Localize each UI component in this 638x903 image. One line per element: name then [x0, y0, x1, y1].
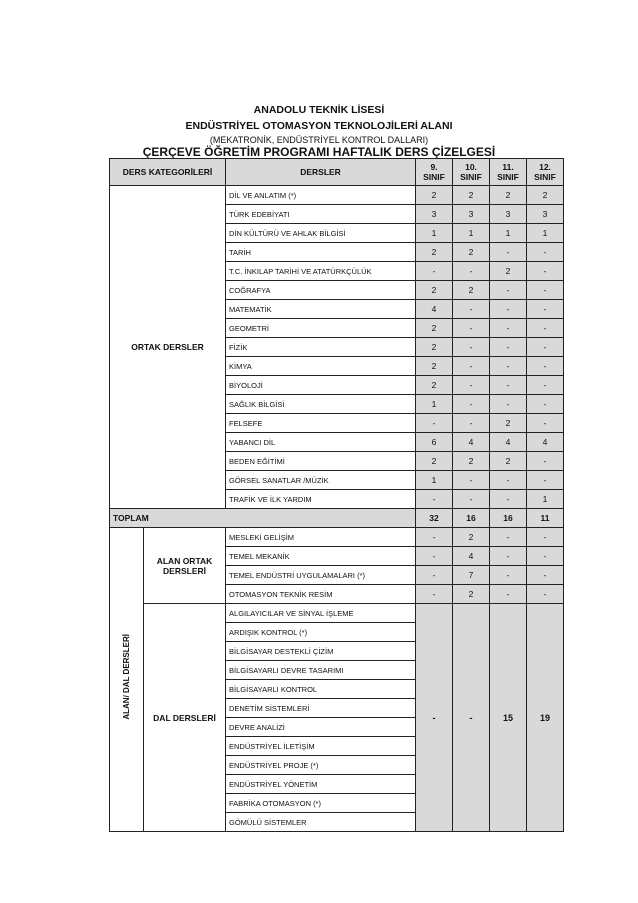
alan-dal-group-cell — [110, 528, 144, 832]
hours-grade-9: - — [416, 566, 453, 585]
grade-11-number: 11. — [502, 162, 514, 172]
hours-grade-11: 2 — [490, 186, 527, 205]
grade-9-header — [416, 159, 453, 186]
hours-grade-12: 1 — [527, 490, 564, 509]
total-row — [110, 509, 564, 528]
course-name: FİZİK — [226, 338, 416, 357]
table-row — [110, 604, 564, 623]
hours-grade-12: - — [527, 338, 564, 357]
hours-grade-12: 3 — [527, 205, 564, 224]
hours-grade-9: 6 — [416, 433, 453, 452]
category-alan-ortak — [144, 528, 226, 604]
course-name: FELSEFE — [226, 414, 416, 433]
course-name: SAĞLIK BİLGİSİ — [226, 395, 416, 414]
dal-hours-grade-9: - — [416, 604, 453, 832]
hours-grade-11: 2 — [490, 262, 527, 281]
dal-hours-grade-11: 15 — [490, 604, 527, 832]
hours-grade-11: 2 — [490, 414, 527, 433]
alan-ortak-label-line2: DERSLERİ — [163, 565, 206, 576]
course-name: BİLGİSAYARLI DEVRE TASARIMI — [226, 661, 416, 680]
hours-grade-9: - — [416, 262, 453, 281]
course-name: ARDIŞIK KONTROL (*) — [226, 623, 416, 642]
hours-grade-9: 2 — [416, 338, 453, 357]
hours-grade-9: 2 — [416, 376, 453, 395]
hours-grade-12: - — [527, 566, 564, 585]
hours-grade-11: - — [490, 566, 527, 585]
hours-grade-11: - — [490, 471, 527, 490]
courses-header: DERSLER — [226, 159, 416, 186]
hours-grade-11: 2 — [490, 452, 527, 471]
hours-grade-11: - — [490, 357, 527, 376]
course-name: GÖRSEL SANATLAR /MÜZİK — [226, 471, 416, 490]
hours-grade-11: - — [490, 243, 527, 262]
total-grade-12: 11 — [527, 509, 564, 528]
course-name: BİYOLOJİ — [226, 376, 416, 395]
course-name: DİN KÜLTÜRÜ VE AHLAK BİLGİSİ — [226, 224, 416, 243]
hours-grade-12: - — [527, 547, 564, 566]
hours-grade-9: - — [416, 528, 453, 547]
grade-11-label: SINIF — [497, 172, 519, 182]
alan-ortak-label-line1: ALAN ORTAK — [156, 555, 213, 566]
category-ortak-dersler: ORTAK DERSLER — [110, 186, 226, 509]
dal-hours-grade-10: - — [453, 604, 490, 832]
course-name: KİMYA — [226, 357, 416, 376]
program-title: ÇERÇEVE ÖĞRETİM PROGRAMI HAFTALIK DERS ÇİZELGESİ — [142, 145, 496, 159]
hours-grade-9: - — [416, 547, 453, 566]
course-name: FABRİKA OTOMASYON (*) — [226, 794, 416, 813]
grade-12-number: 12. — [539, 162, 551, 172]
branches-subtitle: (MEKATRONİK, ENDÜSTRİYEL KONTROL DALLARI) — [209, 135, 429, 145]
hours-grade-9: 3 — [416, 205, 453, 224]
hours-grade-12: - — [527, 281, 564, 300]
hours-grade-12: - — [527, 585, 564, 604]
course-name: ALGILAYICILAR VE SİNYAL İŞLEME — [226, 604, 416, 623]
total-grade-10: 16 — [453, 509, 490, 528]
hours-grade-9: 4 — [416, 300, 453, 319]
hours-grade-11: - — [490, 338, 527, 357]
course-name: MESLEKİ GELİŞİM — [226, 528, 416, 547]
grade-11-header — [490, 159, 527, 186]
course-name: OTOMASYON TEKNİK RESİM — [226, 585, 416, 604]
grade-10-number: 10. — [465, 162, 477, 172]
hours-grade-10: - — [453, 471, 490, 490]
course-name: MATEMATİK — [226, 300, 416, 319]
hours-grade-10: 1 — [453, 224, 490, 243]
hours-grade-10: 2 — [453, 281, 490, 300]
course-name: BEDEN EĞİTİMİ — [226, 452, 416, 471]
course-name: T.C. İNKILAP TARİHİ VE ATATÜRKÇÜLÜK — [226, 262, 416, 281]
category-header: DERS KATEGORİLERİ — [110, 159, 226, 186]
hours-grade-11: - — [490, 376, 527, 395]
hours-grade-11: - — [490, 528, 527, 547]
grade-9-label: SINIF — [423, 172, 445, 182]
course-name: ENDÜSTRİYEL YÖNETİM — [226, 775, 416, 794]
course-name: GEOMETRİ — [226, 319, 416, 338]
hours-grade-11: - — [490, 281, 527, 300]
total-label: TOPLAM — [110, 509, 416, 528]
hours-grade-10: 4 — [453, 433, 490, 452]
total-grade-9: 32 — [416, 509, 453, 528]
course-name: ENDÜSTRİYEL PROJE (*) — [226, 756, 416, 775]
grade-10-header — [453, 159, 490, 186]
hours-grade-11: 1 — [490, 224, 527, 243]
hours-grade-9: 2 — [416, 186, 453, 205]
hours-grade-12: - — [527, 528, 564, 547]
school-title: ANADOLU TEKNİK LİSESİ — [253, 104, 385, 116]
hours-grade-10: - — [453, 490, 490, 509]
course-name: DİL VE ANLATIM (*) — [226, 186, 416, 205]
category-dal-dersleri: DAL DERSLERİ — [144, 604, 226, 832]
hours-grade-10: - — [453, 357, 490, 376]
hours-grade-10: 2 — [453, 585, 490, 604]
hours-grade-12: - — [527, 319, 564, 338]
dal-hours-grade-12: 19 — [527, 604, 564, 832]
hours-grade-10: 7 — [453, 566, 490, 585]
table-row — [110, 528, 564, 547]
hours-grade-9: - — [416, 414, 453, 433]
hours-grade-10: - — [453, 338, 490, 357]
grade-12-header — [527, 159, 564, 186]
course-name: TRAFİK VE İLK YARDIM — [226, 490, 416, 509]
hours-grade-11: 3 — [490, 205, 527, 224]
weekly-course-table — [109, 158, 564, 832]
course-name: YABANCI DİL — [226, 433, 416, 452]
course-name: GÖMÜLÜ SİSTEMLER — [226, 813, 416, 832]
hours-grade-9: - — [416, 490, 453, 509]
hours-grade-10: 2 — [453, 452, 490, 471]
course-name: TEMEL MEKANİK — [226, 547, 416, 566]
grade-9-number: 9. — [430, 162, 438, 172]
total-grade-11: 16 — [490, 509, 527, 528]
hours-grade-12: 4 — [527, 433, 564, 452]
alan-dal-dersleri-label: ALAN/ DAL DERSLERİ — [122, 634, 131, 720]
hours-grade-11: - — [490, 547, 527, 566]
hours-grade-12: - — [527, 376, 564, 395]
hours-grade-10: - — [453, 262, 490, 281]
hours-grade-9: 1 — [416, 471, 453, 490]
course-name: TARİH — [226, 243, 416, 262]
hours-grade-9: 2 — [416, 243, 453, 262]
course-name: TEMEL ENDÜSTRİ UYGULAMALARI (*) — [226, 566, 416, 585]
hours-grade-12: - — [527, 243, 564, 262]
hours-grade-12: - — [527, 452, 564, 471]
hours-grade-12: - — [527, 357, 564, 376]
table-row — [110, 186, 564, 205]
grade-12-label: SINIF — [534, 172, 556, 182]
hours-grade-11: 4 — [490, 433, 527, 452]
course-name: ENDÜSTRİYEL İLETİŞİM — [226, 737, 416, 756]
field-title: ENDÜSTRİYEL OTOMASYON TEKNOLOJİLERİ ALANI — [185, 120, 453, 132]
hours-grade-10: - — [453, 300, 490, 319]
hours-grade-12: - — [527, 471, 564, 490]
hours-grade-10: - — [453, 319, 490, 338]
hours-grade-12: 2 — [527, 186, 564, 205]
course-name: BİLGİSAYAR DESTEKLİ ÇİZİM — [226, 642, 416, 661]
hours-grade-12: - — [527, 300, 564, 319]
hours-grade-11: - — [490, 319, 527, 338]
course-name: DENETİM SİSTEMLERİ — [226, 699, 416, 718]
hours-grade-9: 1 — [416, 395, 453, 414]
grade-10-label: SINIF — [460, 172, 482, 182]
hours-grade-9: - — [416, 585, 453, 604]
hours-grade-10: - — [453, 376, 490, 395]
course-name: DEVRE ANALİZİ — [226, 718, 416, 737]
hours-grade-9: 2 — [416, 319, 453, 338]
hours-grade-11: - — [490, 490, 527, 509]
hours-grade-10: 4 — [453, 547, 490, 566]
hours-grade-10: 2 — [453, 243, 490, 262]
hours-grade-9: 2 — [416, 357, 453, 376]
hours-grade-11: - — [490, 395, 527, 414]
hours-grade-9: 2 — [416, 452, 453, 471]
hours-grade-10: 3 — [453, 205, 490, 224]
hours-grade-10: 2 — [453, 186, 490, 205]
hours-grade-10: - — [453, 414, 490, 433]
hours-grade-12: - — [527, 262, 564, 281]
table-header-row — [110, 159, 564, 186]
course-name: COĞRAFYA — [226, 281, 416, 300]
hours-grade-9: 2 — [416, 281, 453, 300]
hours-grade-9: 1 — [416, 224, 453, 243]
hours-grade-10: - — [453, 395, 490, 414]
hours-grade-12: - — [527, 395, 564, 414]
hours-grade-10: 2 — [453, 528, 490, 547]
hours-grade-12: - — [527, 414, 564, 433]
course-name: TÜRK EDEBİYATI — [226, 205, 416, 224]
course-name: BİLGİSAYARLI KONTROL — [226, 680, 416, 699]
hours-grade-11: - — [490, 585, 527, 604]
hours-grade-12: 1 — [527, 224, 564, 243]
hours-grade-11: - — [490, 300, 527, 319]
